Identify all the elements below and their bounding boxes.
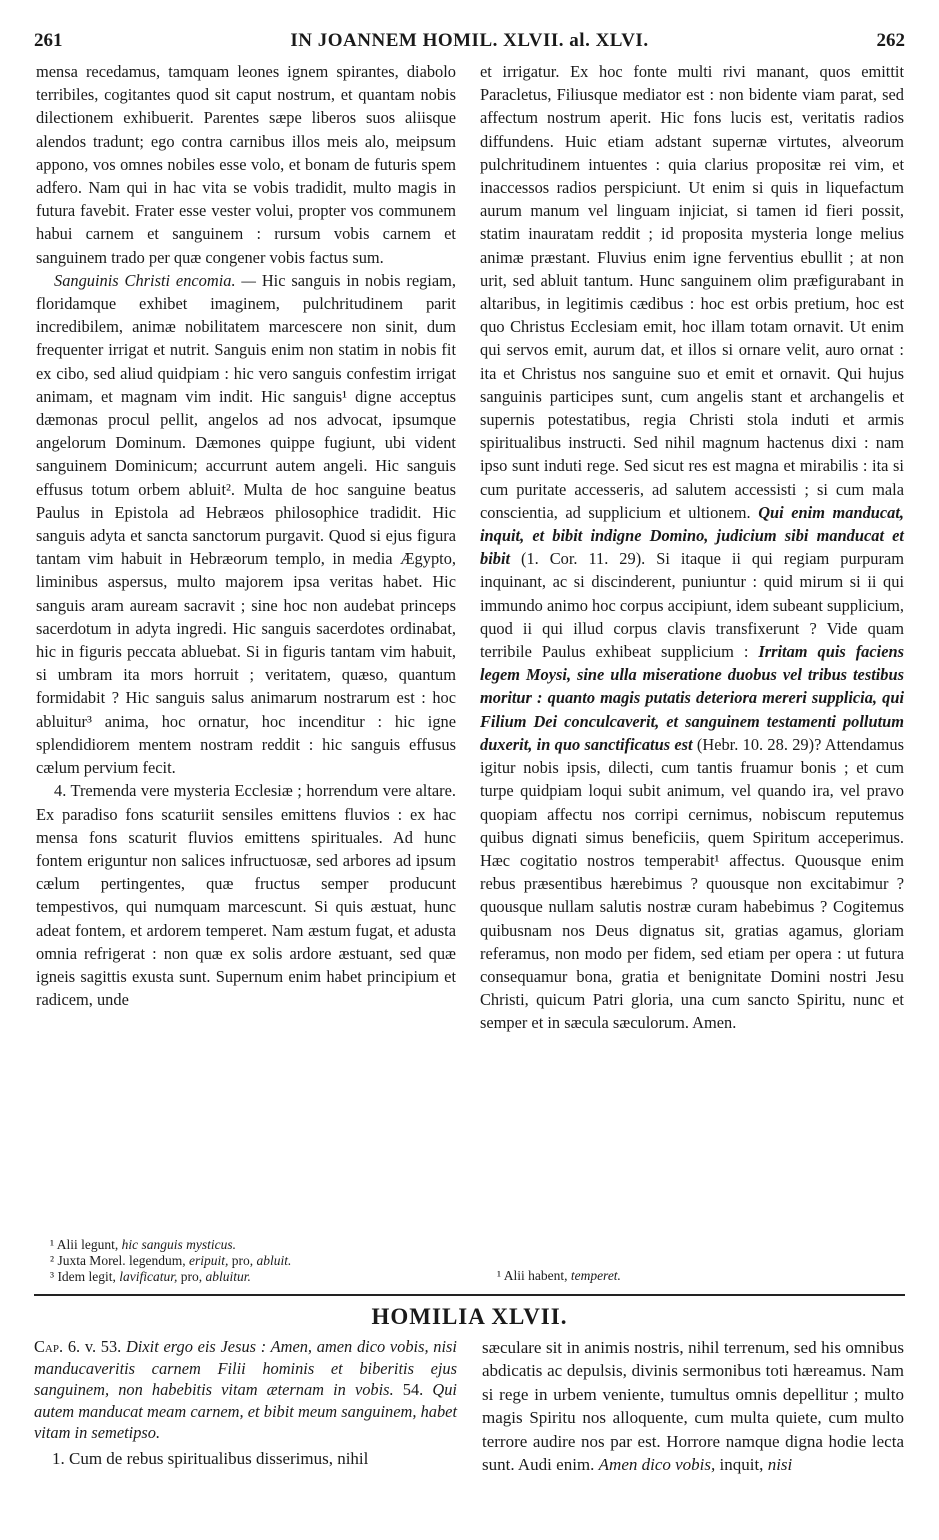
scripture-reference: (1. Cor. 11. 29).	[521, 549, 646, 569]
homily-left-column	[34, 1336, 457, 1469]
scripture-quote: Qui enim manducat, inquit, et bibit indigne Domino, judicium sibi manducat et bibit	[480, 502, 905, 569]
footnote: ¹ Alii legunt, hic sanguis mysticus.	[50, 1237, 236, 1252]
scripture-quote: Irritam quis faciens legem Moysi, sine ulla miseratione duobus vel tribus testibus moritur : quanto magis putatis deteriora mereri supplicia, qui Filium Dei conculcaverit, et sanguinem testamenti pollutum duxerit, in quo sanctificatus est	[480, 642, 904, 754]
paragraph: 4. Tremenda vere mysteria Ecclesiæ ; horrendum vere altare. Ex paradiso fons scaturiit sensiles emittens fluvios : ex hac mensa fons scaturit fluvios emittens spirituales. Ad hunc fontem eriguntur non salices infructuosæ, sed arbores ad ipsum cælum pertingentes, quæ fructus semper producunt tempestivos, qui numquam marcescunt. Si quis æstuat, hunc adeat fontem, et ardorem temperet. Nam æstum fugat, et adusta omnia refrigerat : non quæ ex solis ardore æstuant, sed quæ igneis sagittis exusta sunt. Supernum enim habet principium et radicem, unde	[36, 781, 456, 1010]
paragraph-text: Attendamus igitur nobis ipsis, dilecti, cum tantis fruamur bonis ; et cum turpe quidpiam loqui subit animum, vel quando ira, vel pravo quopiam affectu nos corripi cernimus, nobiscum reputemus quibus dignati simus beneficiis, quem Spiritum acceperimus. Hæc cogitatio nostros temperabit¹ affectus. Quousque enim rebus præsentibus hærebimus ? quousque non excitabimur ? quousque nullam salutis nostræ curam habebimus ? Cogitemus quibusnam nos Deus dignatus sit, gratias agamus, gloriam referamus, non modo per fidem, sed etiam per opera : ut futura consequamur bona, gratia et benignitate Domini nostri Jesu Christi, quicum Patri gloria, una cum sancto Spiritu, nunc et semper et in sæcula sæculorum. Amen.	[480, 734, 904, 1033]
section-heading: Sanguinis Christi encomia. —	[54, 270, 256, 290]
section-divider	[34, 1294, 905, 1296]
page-number-right: 262	[876, 30, 905, 51]
paragraph-text: et irrigatur. Ex hoc fonte multi rivi manant, quos emittit Paracletus, Filiusque mediator est : non bidente viam parat, sed affectum nostrum aperit. Hic fons lucis est, veritatis radios diffundens. Huic etiam adstant supernæ virtutes, alveorum pulchritudinem intuentes : quia clarius propositæ rei vim, et inaccessos radios perspiciunt. Ut enim si quis in liquefactum aurum manum vel linguam injiciat, si tamen id fieri possit, statim inauratam reddit ; id proposita mysteria longe melius animæ præstant. Fluvius enim igne ferventius ebullit ; at non urit, sed abluit tantum. Hunc sanguinem olim præfigurabant in altaribus, in legitimis cædibus : hoc est orbis pretium, hoc est quo Christus Ecclesiam emit, hoc illam totam ornavit. Ut enim qui servos emit, aurum dat, et illos si ornare velit, auro ornat : ita et Christus nos sanguine suo et emit et ornavit. Qui hujus sanguinis participes sunt, cum angelis stant et archangelis et supernis potestatibus, regia Christi stola induti et armis spiritualibus instructi. Sed nihil magnum hactenus dixi : nam ipso sunt induti rege. Sed sicut res est magna et mirabilis : ita si cum puritate accesseris, ad salutem accessisti ; si cum mala conscientia, ad supplicium et ultionem.	[480, 62, 904, 522]
homily-right-column	[482, 1336, 904, 1476]
footnote: ¹ Alii habent, temperet.	[497, 1268, 621, 1283]
paragraph: 1. Cum de rebus spiritualibus disserimus, nihil	[52, 1448, 369, 1468]
homily-title: HOMILIA XLVII.	[371, 1304, 568, 1329]
chapter-reference: 6. v. 53.	[67, 1337, 122, 1356]
verse-number: 54.	[402, 1380, 424, 1399]
page-number-left: 261	[34, 30, 63, 51]
paragraph	[36, 269, 456, 779]
paragraph: mensa recedamus, tamquam leones ignem spirantes, diabolo terribiles, cogitantes quod sit caput nostrum, et quantam nobis dilectionem exhibuerit. Parentes sæpe liberos suos aliisque alendos tradunt; ego contra carnibus illos meis alo, meipsum appono, vos omnes nobiles esse volo, et bonam de futuris spem adfero. Nam qui in hac vita se vobis tradidit, multo magis in futura favebit. Frater esse vester volui, propter vos communem habui carnem et sanguinem : rursum vobis carnem et sanguinem trado per quæ congener vobis factus sum.	[36, 62, 456, 267]
paragraph	[480, 60, 904, 1035]
chapter-label: Cap.	[34, 1337, 64, 1356]
left-column	[36, 60, 456, 1011]
paragraph: sæculare sit in animis nostris, nihil terrenum, sed his omnibus abdicatis ac depulsis, divinis sermonibus toti hæreamus. Nam si rege in urbem veniente, tumultus omnis depellitur ; multo magis Spiritu nos alloquente, cum multa quiete, cum multo terrore audire nos par est. Horrore namque digna hodie lecta sunt. Audi enim. Amen dico vobis, inquit, nisi	[482, 1338, 904, 1475]
verse-block	[34, 1336, 457, 1444]
verse-text: Qui autem manducat meam carnem, et bibit meum sanguinem, habet vitam in semetipso.	[34, 1380, 457, 1442]
paragraph-text: Hic sanguis in nobis regiam, floridamque exhibet imaginem, pulchritudinem parit incredibilem, animæ nobilitatem marcescere non sinit, dum frequenter irrigat et nutrit. Sanguis enim non statim in nobis fit ex cibo, sed aliud quidpiam : hic vero sanguis confestim irrigat animam, et magnam vim indit. Hic sanguis¹ digne acceptus dæmonas procul pellit, angelos ad nos advocat, ipsumque angelorum Dominum. Dæmones quippe fugiunt, ubi vident sanguinem Dominicum; accurrunt autem angeli. Hic sanguis effusus totum orbem abluit². Multa de hoc sanguine beatus Paulus in Epistola ad Hebræos philosophice tradidit. Hic sanguis adyta et sancta sanctorum purgavit. Quod si ejus figura tantam vim habuit in Hebræorum templo, in media Ægypto, liminibus aspersus, multo majorem ipsa veritas habet. Hic sanguis aram auream sacravit ; sine hoc non audebat princeps sacerdotum in adyta ingredi. Hic sanguis sacerdotes ordinabat, hic in figuris peccata abluebat. Si in figuris tantam vim habuit, si umbram ita mors horruit ; veritatem, quæso, quantum formidabit ? Hic sanguis salus animarum nostrarum est : hoc abluitur³ anima, hoc ornatur, hoc incenditur : hic igne splendidiorem mentem nostram reddit : hic sanguis effusus cælum pervium fecit.	[36, 270, 456, 778]
footnote: ³ Idem legit, lavificatur, pro, abluitur.	[50, 1269, 251, 1284]
paragraph-text: Si itaque ii qui regiam purpuram inquinant, ac si discinderent, puniuntur : quid mirum si ii qui immundo animo hoc corpus accipiunt, idem subeant supplicium, quod ii qui illud corpus clavis transfixerunt ? Vide quam terribile Paulus exhibeat supplicium :	[480, 549, 904, 662]
right-column	[480, 60, 904, 1035]
footnotes-right	[497, 1268, 897, 1284]
running-header	[34, 30, 905, 58]
verse-text: Dixit ergo eis Jesus : Amen, amen dico vobis, nisi manducaveritis carnem Filii hominis et biberitis ejus sanguinem, non habebitis vitam æternam in vobis.	[34, 1337, 457, 1399]
running-title: IN JOANNEM HOMIL. XLVII. al. XLVI.	[290, 30, 649, 51]
footnotes-left	[50, 1237, 450, 1285]
footnote: ² Juxta Morel. legendum, eripuit, pro, abluit.	[50, 1253, 292, 1268]
scripture-reference: (Hebr. 10. 28. 29)?	[696, 734, 822, 754]
